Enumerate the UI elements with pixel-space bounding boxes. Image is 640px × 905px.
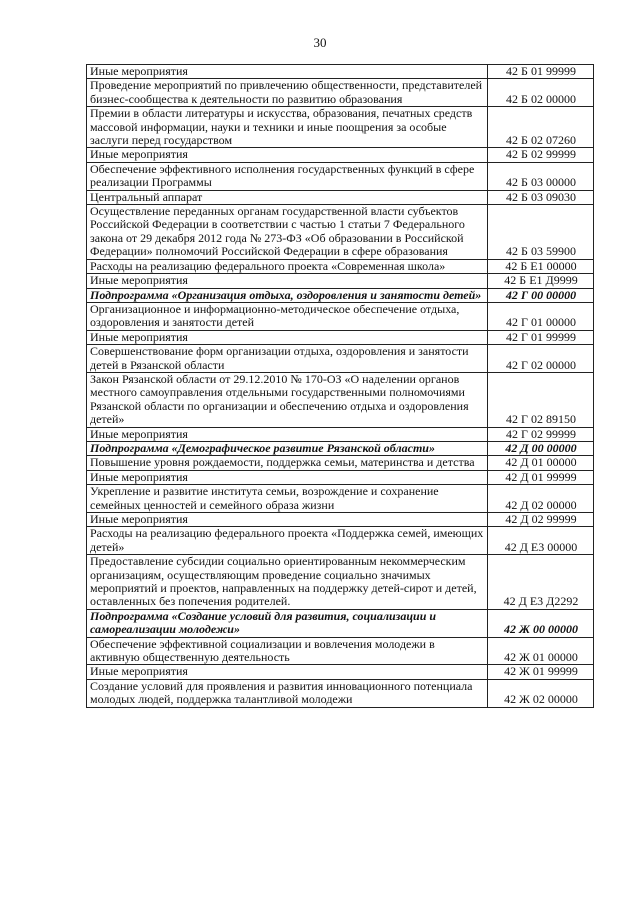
expense-item-name: Иные мероприятия <box>87 513 488 527</box>
target-article-code: 42 Б 03 59900 <box>488 205 594 260</box>
target-article-code: 42 Д 02 00000 <box>488 485 594 513</box>
table-row <box>87 162 594 190</box>
target-article-code: 42 Г 02 00000 <box>488 345 594 373</box>
table-row <box>87 79 594 107</box>
target-article-code: 42 Ж 00 00000 <box>488 609 594 637</box>
target-article-code: 42 Б 02 99999 <box>488 148 594 162</box>
expense-item-name: Иные мероприятия <box>87 470 488 484</box>
target-article-code: 42 Б 02 07260 <box>488 107 594 148</box>
table-row <box>87 148 594 162</box>
table-row <box>87 302 594 330</box>
expense-item-name: Повышение уровня рождаемости, поддержка семьи, материнства и детства <box>87 456 488 470</box>
target-article-code: 42 Б 03 00000 <box>488 162 594 190</box>
expense-item-name: Иные мероприятия <box>87 427 488 441</box>
target-article-code: 42 Д 01 99999 <box>488 470 594 484</box>
table-row <box>87 190 594 204</box>
expense-item-name: Расходы на реализацию федерального проекта «Поддержка семей, имеющих детей» <box>87 527 488 555</box>
expense-item-name: Иные мероприятия <box>87 330 488 344</box>
target-article-code: 42 Д Е3 00000 <box>488 527 594 555</box>
expense-item-name: Укрепление и развитие института семьи, возрождение и сохранение семейных ценностей и семейного образа жизни <box>87 485 488 513</box>
expense-item-name: Иные мероприятия <box>87 65 488 79</box>
table-row <box>87 485 594 513</box>
expense-item-name: Обеспечение эффективного исполнения государственных функций в сфере реализации Программы <box>87 162 488 190</box>
target-article-code: 42 Г 02 99999 <box>488 427 594 441</box>
table-row <box>87 330 594 344</box>
table-row <box>87 274 594 288</box>
expense-item-name: Подпрограмма «Создание условий для развития, социализации и самореализации молодежи» <box>87 609 488 637</box>
expense-item-name: Иные мероприятия <box>87 665 488 679</box>
target-article-code: 42 Б Е1 Д9999 <box>488 274 594 288</box>
target-article-code: 42 Б 01 99999 <box>488 65 594 79</box>
table-row <box>87 65 594 79</box>
table-row <box>87 679 594 707</box>
table-row <box>87 372 594 427</box>
target-article-code: 42 Ж 01 99999 <box>488 665 594 679</box>
budget-classification-table <box>86 64 594 708</box>
target-article-code: 42 Г 01 99999 <box>488 330 594 344</box>
target-article-code: 42 Г 02 89150 <box>488 372 594 427</box>
target-article-code: 42 Б 02 00000 <box>488 79 594 107</box>
expense-item-name: Подпрограмма «Демографическое развитие Рязанской области» <box>87 441 488 455</box>
table-row <box>87 456 594 470</box>
target-article-code: 42 Г 01 00000 <box>488 302 594 330</box>
table-row <box>87 637 594 665</box>
target-article-code: 42 Б 03 09030 <box>488 190 594 204</box>
expense-item-name: Премии в области литературы и искусства, образования, печатных средств массовой информации, науки и техники и иные поощрения за особые заслуги перед государством <box>87 107 488 148</box>
expense-item-name: Иные мероприятия <box>87 148 488 162</box>
target-article-code: 42 Д 01 00000 <box>488 456 594 470</box>
expense-item-name: Создание условий для проявления и развития инновационного потенциала молодых людей, поддержка талантливой молодежи <box>87 679 488 707</box>
table-row <box>87 555 594 610</box>
table-row <box>87 107 594 148</box>
page-number: 30 <box>313 35 327 50</box>
table-body <box>87 65 594 708</box>
expense-item-name: Расходы на реализацию федерального проекта «Современная школа» <box>87 259 488 273</box>
table-row <box>87 259 594 273</box>
expense-item-name: Обеспечение эффективной социализации и вовлечения молодежи в активную общественную деятельность <box>87 637 488 665</box>
table-row <box>87 427 594 441</box>
table-row <box>87 470 594 484</box>
target-article-code: 42 Г 00 00000 <box>488 288 594 302</box>
table-row <box>87 205 594 260</box>
table-row <box>87 345 594 373</box>
expense-item-name: Закон Рязанской области от 29.12.2010 № 170-ОЗ «О наделении органов местного самоуправления отдельными государственными полномочиями Рязанской области по организации и обеспечению отдыха и оздоровления детей» <box>87 372 488 427</box>
target-article-code: 42 Ж 02 00000 <box>488 679 594 707</box>
expense-item-name: Иные мероприятия <box>87 274 488 288</box>
subprogram-row <box>87 609 594 637</box>
subprogram-row <box>87 441 594 455</box>
target-article-code: 42 Д 00 00000 <box>488 441 594 455</box>
expense-item-name: Подпрограмма «Организация отдыха, оздоровления и занятости детей» <box>87 288 488 302</box>
table-row <box>87 665 594 679</box>
expense-item-name: Проведение мероприятий по привлечению общественности, представителей бизнес-сообщества к деятельности по развитию образования <box>87 79 488 107</box>
expense-item-name: Организационное и информационно-методическое обеспечение отдыха, оздоровления и занятости детей <box>87 302 488 330</box>
subprogram-row <box>87 288 594 302</box>
table-row <box>87 527 594 555</box>
expense-item-name: Предоставление субсидии социально ориентированным некоммерческим организациям, осуществляющим проведение социально значимых мероприятий и проектов, направленных на поддержку детей-сирот и детей, оставленных без попечения родителей. <box>87 555 488 610</box>
target-article-code: 42 Д 02 99999 <box>488 513 594 527</box>
expense-item-name: Совершенствование форм организации отдыха, оздоровления и занятости детей в Рязанской области <box>87 345 488 373</box>
target-article-code: 42 Ж 01 00000 <box>488 637 594 665</box>
target-article-code: 42 Б Е1 00000 <box>488 259 594 273</box>
table-row <box>87 513 594 527</box>
target-article-code: 42 Д Е3 Д2292 <box>488 555 594 610</box>
expense-item-name: Центральный аппарат <box>87 190 488 204</box>
expense-item-name: Осуществление переданных органам государственной власти субъектов Российской Федерации в соответствии с частью 1 статьи 7 Федерального закона от 29 декабря 2012 года № 273-ФЗ «Об образовании в Российской Федерации» полномочий Российской Федерации в сфере образования <box>87 205 488 260</box>
